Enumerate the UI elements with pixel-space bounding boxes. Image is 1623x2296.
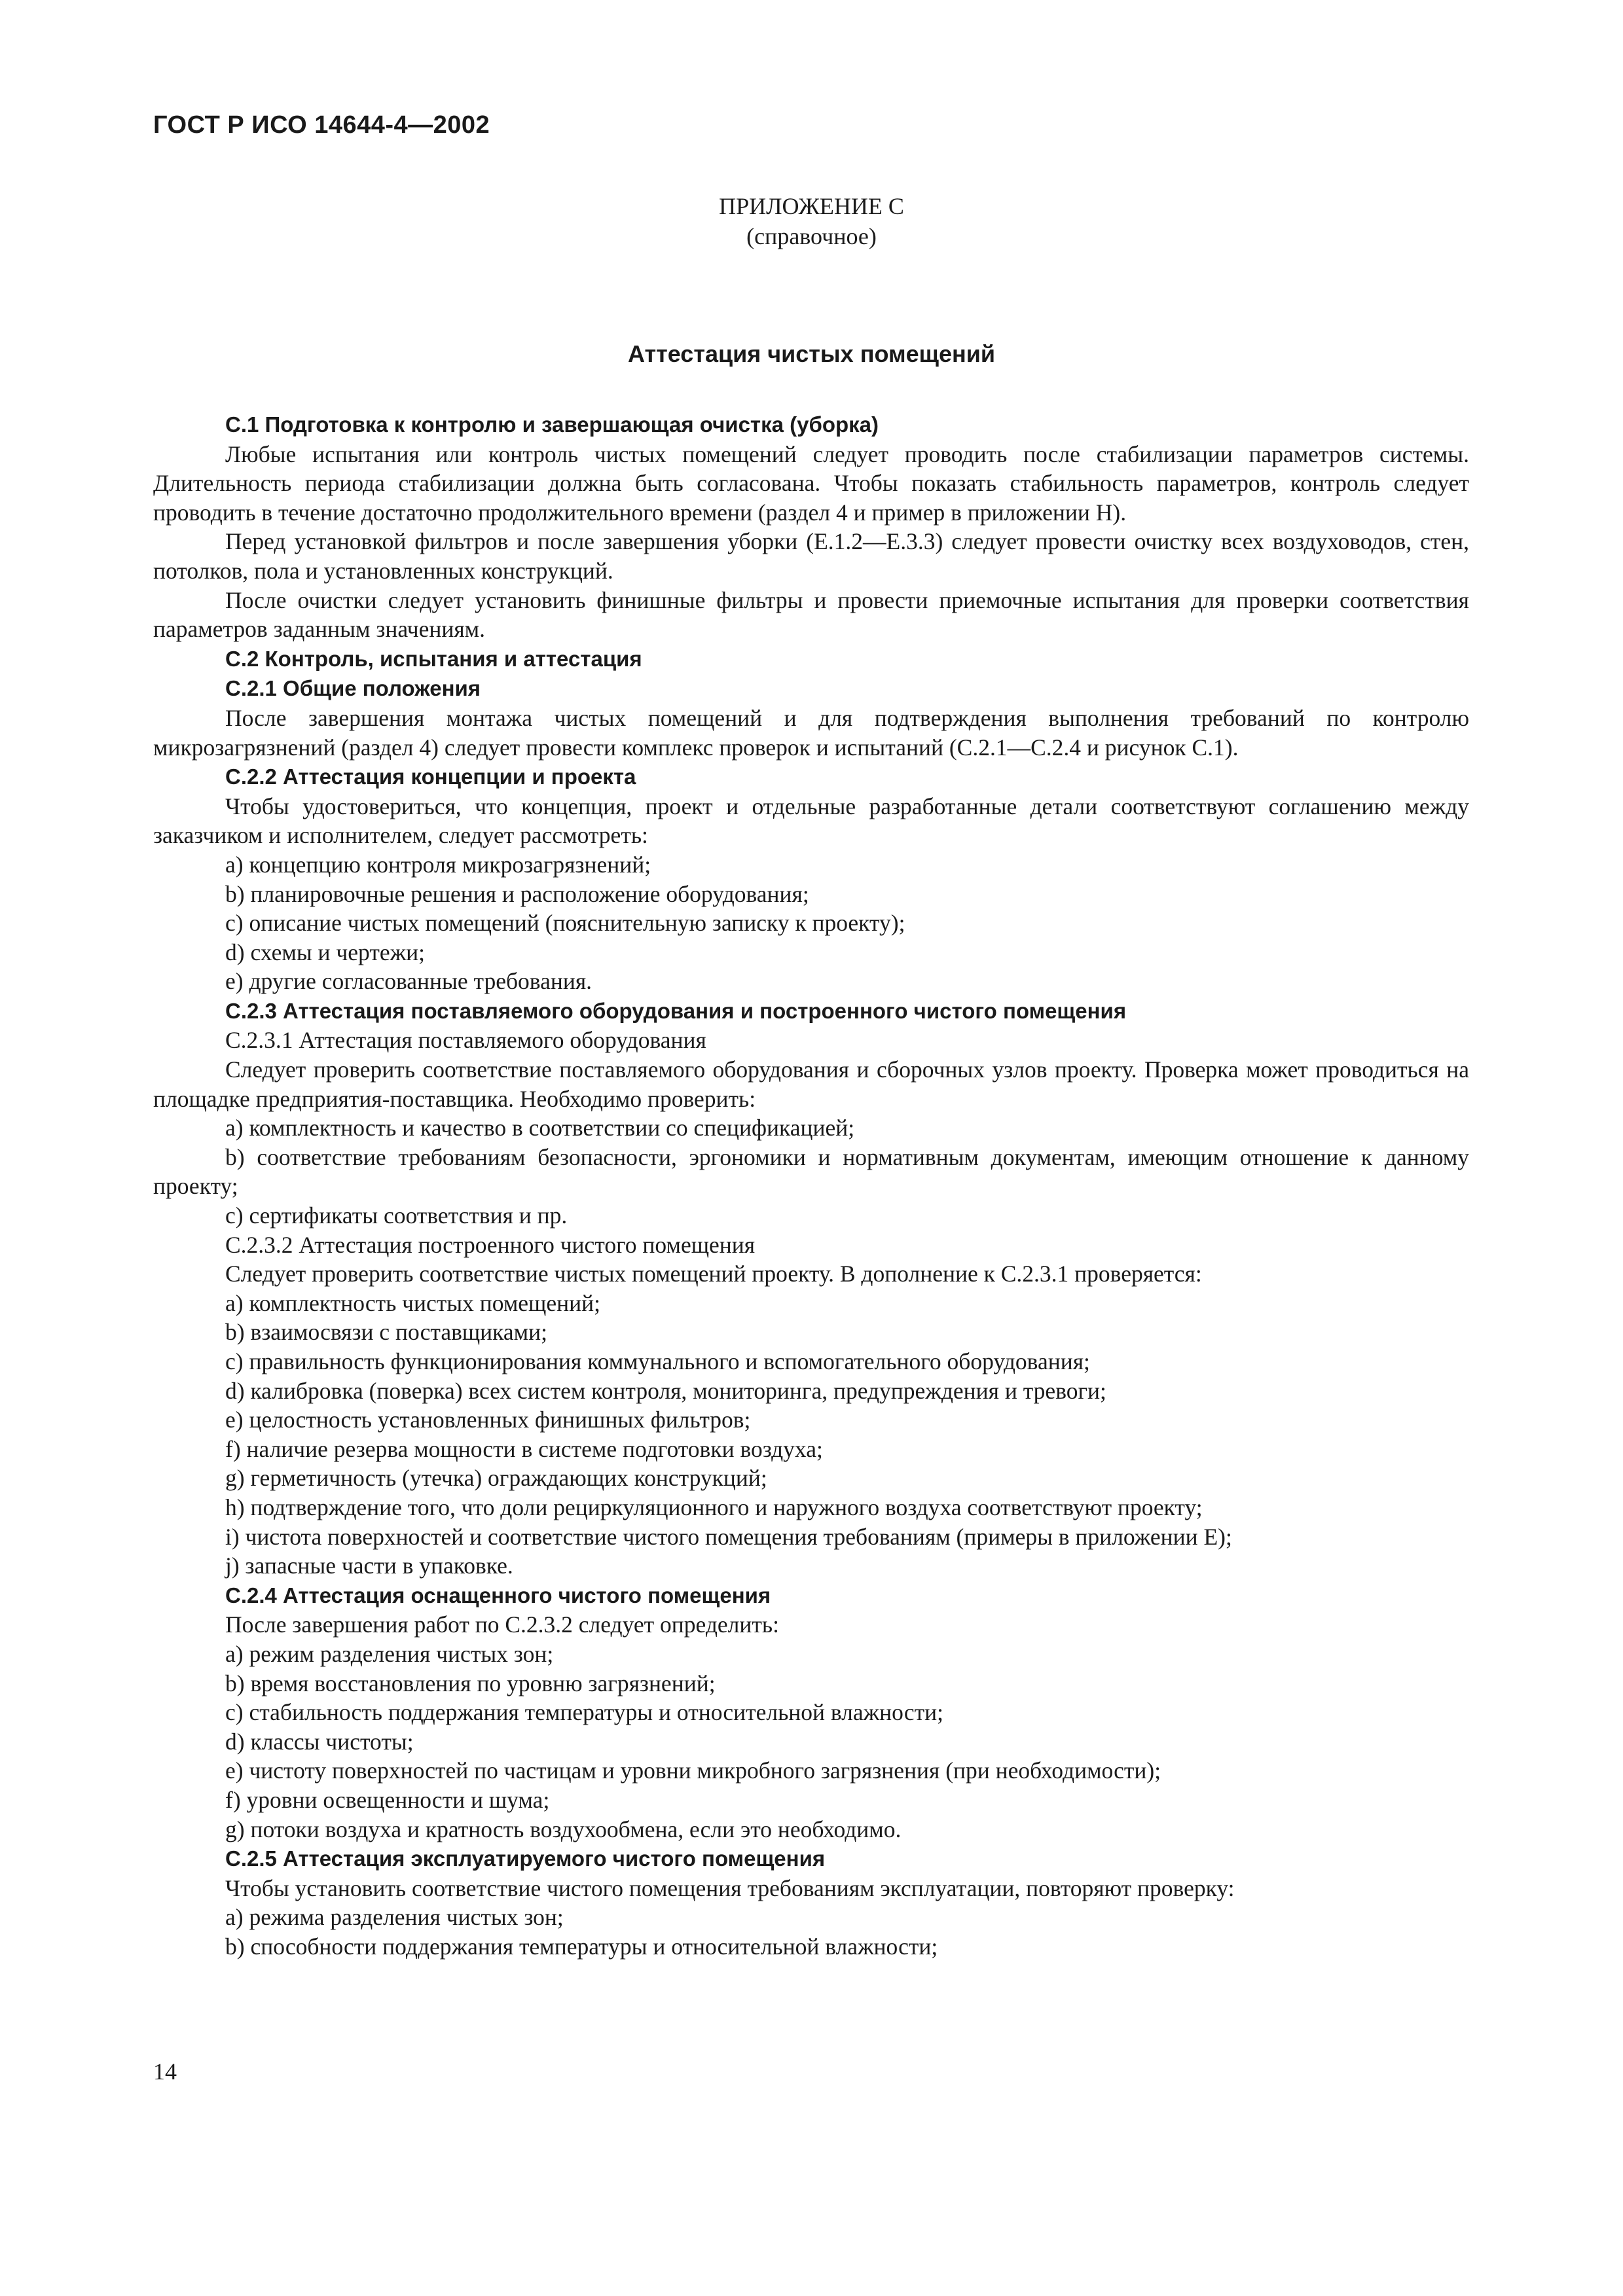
section-heading-text: С.2.3 Аттестация поставляемого оборудования и построенного чистого помещения: [225, 998, 1127, 1023]
appendix-type: (справочное): [746, 223, 877, 249]
list-item: d) классы чистоты;: [225, 1728, 414, 1755]
section-heading-text: С.2.4 Аттестация оснащенного чистого помещения: [225, 1583, 771, 1607]
list-item: i) чистота поверхностей и соответствие чистого помещения требованиям (примеры в приложении Е);: [225, 1523, 1232, 1550]
section-heading: [153, 1581, 1469, 1611]
paragraph: После завершения монтажа чистых помещений и для подтверждения выполнения требований по контролю микрозагрязнений (раздел 4) следует провести комплекс проверок и испытаний (С.2.1—С.2.4 и рисунок С.1).: [153, 704, 1469, 761]
list-item: d) схемы и чертежи;: [225, 939, 425, 965]
page-number: 14: [153, 2058, 177, 2085]
list-item: a) режим разделения чистых зон;: [225, 1640, 554, 1667]
list-item: b) способности поддержания температуры и относительной влажности;: [225, 1933, 938, 1960]
list-item: f) уровни освещенности и шума;: [225, 1786, 550, 1813]
list-item: h) подтверждение того, что доли рециркуляционного и наружного воздуха соответствуют проекту;: [225, 1494, 1203, 1520]
section-heading: [153, 996, 1469, 1026]
paragraph: Чтобы удостовериться, что концепция, проект и отдельные разработанные детали соответствуют соглашению между заказчиком и исполнителем, следует рассмотреть:: [153, 793, 1469, 849]
section-heading: [153, 762, 1469, 792]
list-item: a) комплектность чистых помещений;: [225, 1289, 601, 1316]
list-item: f) наличие резерва мощности в системе подготовки воздуха;: [225, 1435, 823, 1462]
section-heading: [153, 410, 1469, 440]
paragraph: Чтобы установить соответствие чистого помещения требованиям эксплуатации, повторяют проверку:: [225, 1874, 1235, 1901]
list-item: c) сертификаты соответствия и пр.: [225, 1202, 568, 1229]
list-item: g) герметичность (утечка) ограждающих конструкций;: [225, 1465, 767, 1492]
document-code-header: ГОСТ Р ИСО 14644-4—2002: [153, 111, 490, 139]
list-item: e) другие согласованные требования.: [225, 968, 593, 995]
section-heading-text: С.2 Контроль, испытания и аттестация: [225, 646, 642, 671]
section-heading-text: С.2.2 Аттестация концепции и проекта: [225, 764, 636, 789]
section-heading: [153, 1844, 1469, 1874]
list-item: g) потоки воздуха и кратность воздухообмена, если это необходимо.: [225, 1816, 902, 1842]
appendix-label: ПРИЛОЖЕНИЕ С: [719, 193, 904, 219]
paragraph: Перед установкой фильтров и после завершения уборки (Е.1.2—Е.3.3) следует провести очистку всех воздуховодов, стен, потолков, пола и установленных конструкций.: [153, 528, 1469, 584]
subsection-heading: С.2.3.1 Аттестация поставляемого оборудования: [225, 1027, 706, 1054]
appendix-title: Аттестация чистых помещений: [627, 340, 996, 367]
paragraph: Следует проверить соответствие чистых помещений проекту. В дополнение к С.2.3.1 проверяется:: [225, 1261, 1202, 1287]
paragraph: Любые испытания или контроль чистых помещений следует проводить после стабилизации параметров системы. Длительность периода стабилизации должна быть согласована. Чтобы показать стабильность параметров, контроль следует проводить в течение достаточно продолжительного времени (раздел 4 и пример в приложении Н).: [153, 440, 1469, 526]
section-heading: [153, 644, 1469, 674]
list-item: d) калибровка (поверка) всех систем контроля, мониторинга, предупреждения и тревоги;: [225, 1377, 1106, 1404]
paragraph: После очистки следует установить финишные фильтры и провести приемочные испытания для проверки соответствия параметров заданным значениям.: [153, 586, 1469, 643]
list-item: e) чистоту поверхностей по частицам и уровни микробного загрязнения (при необходимости);: [225, 1757, 1161, 1784]
list-item: a) концепцию контроля микрозагрязнений;: [225, 851, 651, 878]
list-item: b) взаимосвязи с поставщиками;: [225, 1319, 547, 1346]
list-item: j) запасные части в упаковке.: [225, 1552, 513, 1579]
subsection-heading: С.2.3.2 Аттестация построенного чистого помещения: [225, 1231, 756, 1258]
list-item: a) комплектность и качество в соответствии со спецификацией;: [225, 1115, 855, 1141]
list-item: a) режима разделения чистых зон;: [225, 1904, 564, 1931]
document-body: [153, 410, 1469, 1961]
list-item: c) описание чистых помещений (пояснительную записку к проекту);: [225, 910, 905, 937]
paragraph: После завершения работ по С.2.3.2 следует определить:: [225, 1611, 779, 1638]
list-item: c) стабильность поддержания температуры и относительной влажности;: [225, 1699, 943, 1726]
section-heading-text: С.1 Подготовка к контролю и завершающая очистка (уборка): [225, 412, 879, 437]
paragraph: Следует проверить соответствие поставляемого оборудования и сборочных узлов проекту. Проверка может проводиться на площадке предприятия-поставщика. Необходимо проверить:: [153, 1056, 1469, 1112]
list-item: e) целостность установленных финишных фильтров;: [225, 1407, 751, 1433]
section-heading-text: С.2.5 Аттестация эксплуатируемого чистого помещения: [225, 1846, 826, 1871]
list-item: b) время восстановления по уровню загрязнений;: [225, 1670, 716, 1696]
section-heading: [153, 673, 1469, 704]
list-item: b) планировочные решения и расположение оборудования;: [225, 880, 809, 907]
paragraph: b) соответствие требованиям безопасности, эргономики и нормативным документам, имеющим отношение к данному проекту;: [153, 1143, 1469, 1200]
section-heading-text: С.2.1 Общие положения: [225, 676, 481, 701]
list-item: c) правильность функционирования коммунального и вспомогательного оборудования;: [225, 1348, 1090, 1374]
appendix-heading: [0, 191, 1623, 251]
